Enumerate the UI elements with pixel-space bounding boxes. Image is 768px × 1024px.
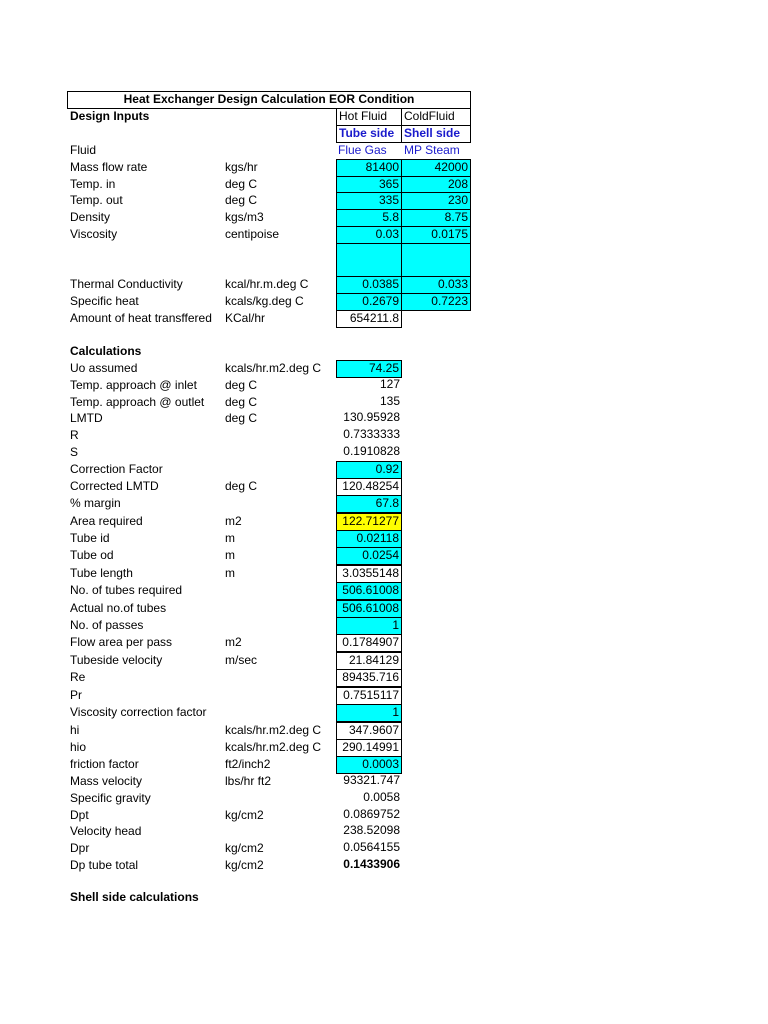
calc-label: LMTD [70, 411, 103, 425]
shell-side-calculations-heading: Shell side calculations [70, 890, 199, 904]
hot-blank-cell[interactable] [336, 243, 402, 277]
calc-label: Uo assumed [70, 361, 138, 375]
calc-unit: ft2/inch2 [225, 757, 271, 771]
hot-fluid-name: Flue Gas [338, 143, 387, 157]
input-label-mass-flow: Mass flow rate [70, 160, 148, 174]
calc-value-cell [336, 652, 402, 670]
calc-value: 89435.716 [342, 670, 399, 684]
hot-temp-in-cell[interactable]: 365 [336, 176, 402, 194]
calc-label: Tube id [70, 531, 110, 545]
calc-unit: m [225, 548, 235, 562]
calc-value-cell [336, 790, 402, 808]
calc-unit: kcals/hr.m2.deg C [225, 740, 322, 754]
calc-unit: deg C [225, 378, 258, 392]
cold-specific-heat-cell[interactable]: 0.7223 [401, 293, 471, 311]
calc-label: Velocity head [70, 824, 142, 838]
calc-label: Dp tube total [70, 858, 139, 872]
calc-label: Tube od [70, 548, 114, 562]
calc-label: Area required [70, 514, 143, 528]
calc-value: 347.9607 [348, 723, 399, 737]
calc-value: 0.02118 [356, 531, 399, 545]
heat-transferred-cell: 654211.8 [336, 310, 402, 328]
calc-value: 506.61008 [342, 583, 399, 597]
calc-label: Dpr [70, 841, 90, 855]
calc-unit: deg C [225, 395, 258, 409]
calc-label: Viscosity correction factor [70, 705, 207, 719]
input-unit-thermal-conductivity: kcal/hr.m.deg C [225, 277, 309, 291]
calc-value: 74.25 [368, 361, 399, 375]
calc-value-cell [336, 840, 402, 858]
calc-value: 0.7515117 [343, 688, 399, 702]
calc-value: 130.95928 [343, 410, 400, 424]
hot-mass-flow-cell[interactable]: 81400 [336, 159, 402, 177]
hot-specific-heat-cell[interactable]: 0.2679 [336, 293, 402, 311]
calc-label: Correction Factor [70, 462, 163, 476]
calc-label: S [70, 445, 79, 459]
sheet-title: Heat Exchanger Design Calculation EOR Condition [123, 92, 415, 106]
calc-unit: kg/cm2 [225, 808, 264, 822]
calc-label: Flow area per pass [70, 635, 173, 649]
calc-value-cell [336, 410, 402, 428]
calc-label: Temp. approach @ inlet [70, 378, 197, 392]
input-unit-density: kgs/m3 [225, 210, 264, 224]
hot-viscosity-cell[interactable]: 0.03 [336, 226, 402, 244]
calc-label: R [70, 428, 79, 442]
cold-fluid-header: ColdFluid [401, 108, 471, 126]
calc-value-cell[interactable] [336, 495, 402, 513]
cold-thermal-conductivity-cell[interactable]: 0.033 [401, 276, 471, 294]
calc-value-cell[interactable] [336, 360, 402, 378]
input-label-density: Density [70, 210, 111, 224]
calc-unit: kg/cm2 [225, 858, 264, 872]
input-label-temp-in: Temp. in [70, 177, 116, 191]
input-unit-mass-flow: kgs/hr [225, 160, 258, 174]
hot-thermal-conductivity-cell[interactable]: 0.0385 [336, 276, 402, 294]
calc-value: 122.71277 [342, 514, 399, 528]
calc-unit: m/sec [225, 653, 258, 667]
calc-label: Actual no.of tubes [70, 601, 167, 615]
calc-value: 290.14991 [342, 740, 399, 754]
calc-label: Tubeside velocity [70, 653, 163, 667]
calc-value: 3.0355148 [342, 566, 399, 580]
tube-side-header: Tube side [336, 125, 402, 143]
hot-density-cell[interactable]: 5.8 [336, 209, 402, 227]
input-unit-heat-transferred: KCal/hr [225, 311, 266, 325]
input-label-viscosity: Viscosity [70, 227, 118, 241]
calc-value-cell[interactable] [336, 617, 402, 635]
input-label-temp-out: Temp. out [70, 193, 123, 207]
calc-value: 0.0564155 [343, 840, 400, 854]
calc-value: 238.52098 [343, 823, 400, 837]
calc-value-cell[interactable] [336, 600, 402, 618]
input-label-thermal-conductivity: Thermal Conductivity [70, 277, 183, 291]
calc-label: hi [70, 723, 80, 737]
calc-value-cell [336, 722, 402, 740]
calc-value: 120.48254 [342, 479, 399, 493]
cold-temp-out-cell[interactable]: 230 [401, 192, 471, 210]
input-unit-viscosity: centipoise [225, 227, 280, 241]
calc-value: 0.0254 [362, 548, 399, 562]
calc-value: 0.1784907 [342, 635, 399, 649]
calc-label: Tube length [70, 566, 133, 580]
calc-value-cell [336, 773, 402, 791]
calc-unit: m2 [225, 514, 242, 528]
calc-label: friction factor [70, 757, 139, 771]
calc-unit: m2 [225, 635, 242, 649]
calc-value: 506.61008 [342, 601, 399, 615]
calc-value: 0.1910828 [343, 444, 400, 458]
calc-value-cell [336, 565, 402, 583]
calc-unit: lbs/hr ft2 [225, 774, 272, 788]
design-inputs-heading: Design Inputs [70, 109, 150, 123]
calc-label: Mass velocity [70, 774, 143, 788]
input-label-specific-heat: Specific heat [70, 294, 139, 308]
calc-value-cell[interactable] [336, 461, 402, 479]
calc-value-cell[interactable] [336, 547, 402, 565]
calc-value: 0.0003 [362, 757, 399, 771]
calc-unit: deg C [225, 479, 258, 493]
calc-value-cell [336, 634, 402, 652]
calc-label: hio [70, 740, 87, 754]
cold-fluid-name: MP Steam [404, 143, 460, 157]
calc-label: Corrected LMTD [70, 479, 159, 493]
cold-mass-flow-cell[interactable]: 42000 [401, 159, 471, 177]
calc-value-cell[interactable] [336, 582, 402, 600]
input-unit-temp-in: deg C [225, 177, 258, 191]
calc-value: 127 [379, 377, 400, 391]
calc-unit: kg/cm2 [225, 841, 264, 855]
calc-value-cell [336, 669, 402, 687]
cold-viscosity-cell[interactable]: 0.0175 [401, 226, 471, 244]
calc-value: 0.1433906 [343, 857, 400, 871]
cold-density-cell[interactable]: 8.75 [401, 209, 471, 227]
hot-fluid-header: Hot Fluid [336, 108, 402, 126]
input-unit-temp-out: deg C [225, 193, 258, 207]
calc-value: 93321.747 [343, 773, 400, 787]
calc-value: 1 [392, 618, 399, 632]
input-label-heat-transferred: Amount of heat transffered [70, 311, 212, 325]
calc-value-cell [336, 444, 402, 462]
calc-unit: kcals/hr.m2.deg C [225, 361, 322, 375]
calc-value-cell [336, 427, 402, 445]
calc-unit: deg C [225, 411, 258, 425]
calc-label: No. of tubes required [70, 583, 183, 597]
calc-unit: m [225, 531, 235, 545]
calc-value-cell [336, 687, 402, 705]
calc-value: 67.8 [375, 496, 399, 510]
calc-label: No. of passes [70, 618, 144, 632]
calc-value-cell [336, 857, 402, 875]
calc-value: 0.7333333 [343, 427, 400, 441]
calc-value-cell[interactable] [336, 704, 402, 722]
calc-value-cell[interactable] [336, 530, 402, 548]
calc-value-cell [336, 377, 402, 395]
calculations-heading: Calculations [70, 344, 142, 358]
calc-value: 0.0869752 [343, 807, 400, 821]
input-label-fluid: Fluid [70, 143, 97, 157]
calc-unit: m [225, 566, 235, 580]
calc-label: Dpt [70, 808, 89, 822]
calc-value-cell [336, 478, 402, 496]
shell-side-header: Shell side [401, 125, 471, 143]
calc-unit: kcals/hr.m2.deg C [225, 723, 322, 737]
calc-value-cell[interactable] [336, 756, 402, 774]
calc-label: Pr [70, 688, 82, 702]
calc-label: Specific gravity [70, 791, 151, 805]
calc-label: % margin [70, 496, 121, 510]
calc-value: 1 [392, 705, 399, 719]
calc-value-cell [336, 823, 402, 841]
cold-blank-cell[interactable] [401, 243, 471, 277]
calc-value: 21.84129 [348, 653, 399, 667]
cold-temp-in-cell[interactable]: 208 [401, 176, 471, 194]
calc-value-cell[interactable] [336, 513, 402, 531]
input-unit-specific-heat: kcals/kg.deg C [225, 294, 304, 308]
calc-value: 0.92 [375, 462, 399, 476]
calc-value: 135 [379, 394, 400, 408]
calc-value: 0.0058 [363, 790, 400, 804]
calc-label: Re [70, 670, 86, 684]
calc-label: Temp. approach @ outlet [70, 395, 205, 409]
hot-temp-out-cell[interactable]: 335 [336, 192, 402, 210]
calc-value-cell [336, 739, 402, 757]
